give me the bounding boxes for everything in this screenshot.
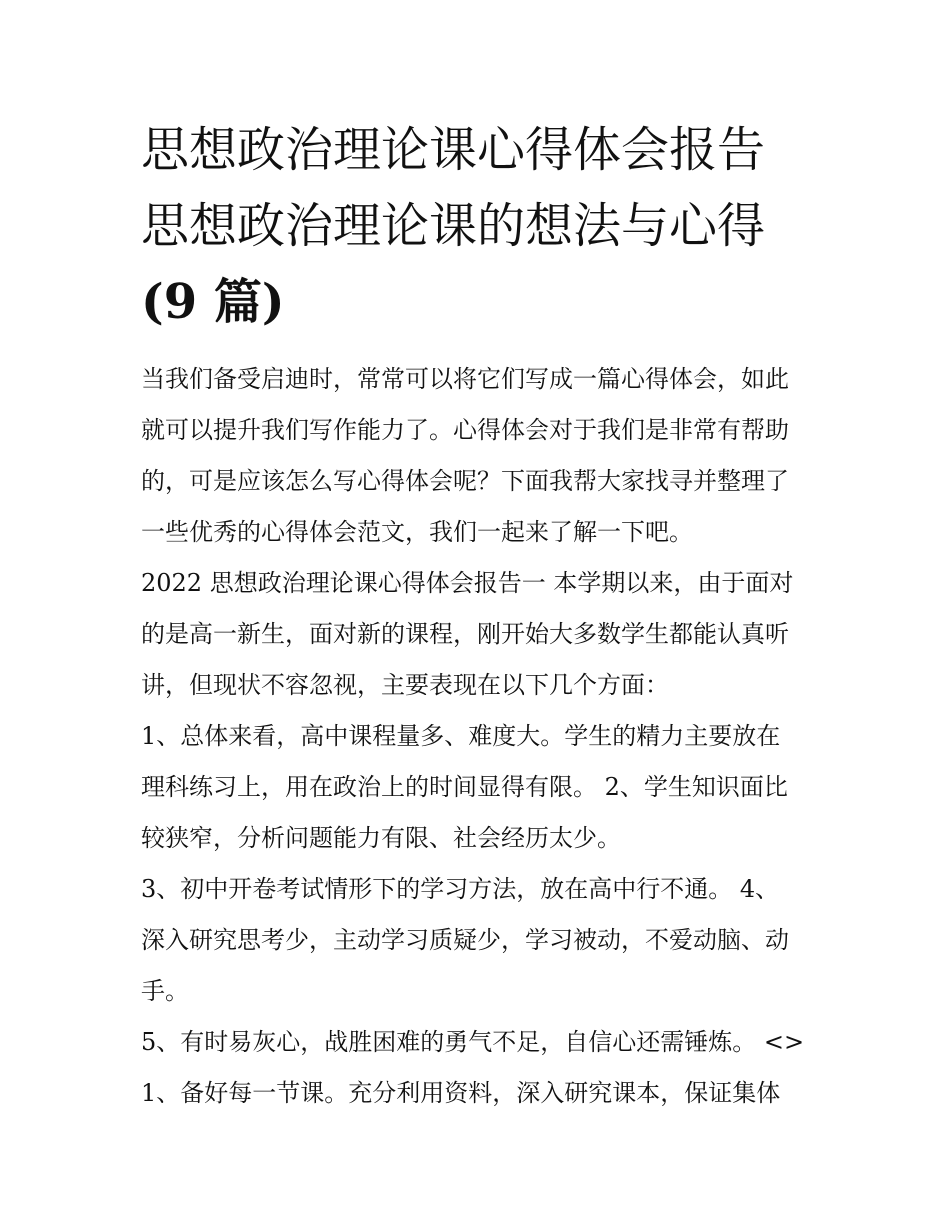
title-line-1: 思想政治理论课心得体会报告 — [141, 122, 766, 178]
text-line: 深入研究思考少，主动学习质疑少，学习被动，不爱动脑、动 — [141, 926, 789, 954]
text-line: 3、初中开卷考试情形下的学习方法，放在高中行不通。 4、 — [141, 875, 780, 903]
text-line: 的，可是应该怎么写心得体会呢？下面我帮大家找寻并整理了 — [141, 467, 789, 495]
text-line: 5、有时易灰心，战胜困难的勇气不足，自信心还需锤炼。 <> — [141, 1028, 805, 1056]
title-line-3: (9 篇) — [141, 274, 285, 330]
title-line-2: 思想政治理论课的想法与心得 — [141, 198, 766, 254]
document-body — [141, 354, 821, 1119]
text-line: 讲，但现状不容忽视，主要表现在以下几个方面： — [141, 671, 669, 699]
text-line: 的是高一新生，面对新的课程，刚开始大多数学生都能认真听 — [141, 620, 789, 648]
text-line: 一些优秀的心得体会范文，我们一起来了解一下吧。 — [141, 518, 693, 546]
document-title — [141, 112, 821, 340]
paragraph-intro — [141, 354, 821, 558]
text-line: 手。 — [141, 977, 189, 1005]
paragraph-point-3-4 — [141, 864, 821, 1017]
paragraph-point-5 — [141, 1017, 821, 1068]
text-line: 当我们备受启迪时，常常可以将它们写成一篇心得体会，如此 — [141, 365, 789, 393]
text-line: 理科练习上，用在政治上的时间显得有限。 2、学生知识面比 — [141, 773, 788, 801]
text-line: 1、备好每一节课。充分利用资料，深入研究课本，保证集体 — [141, 1079, 781, 1107]
paragraph-measure-1 — [141, 1068, 821, 1119]
document-page — [141, 112, 821, 1119]
paragraph-report-intro — [141, 558, 821, 711]
paragraph-point-1-2 — [141, 711, 821, 864]
text-line: 较狭窄，分析问题能力有限、社会经历太少。 — [141, 824, 621, 852]
text-line: 1、总体来看，高中课程量多、难度大。学生的精力主要放在 — [141, 722, 781, 750]
text-line: 就可以提升我们写作能力了。心得体会对于我们是非常有帮助 — [141, 416, 789, 444]
text-line: 2022 思想政治理论课心得体会报告一 本学期以来，由于面对 — [141, 569, 794, 597]
